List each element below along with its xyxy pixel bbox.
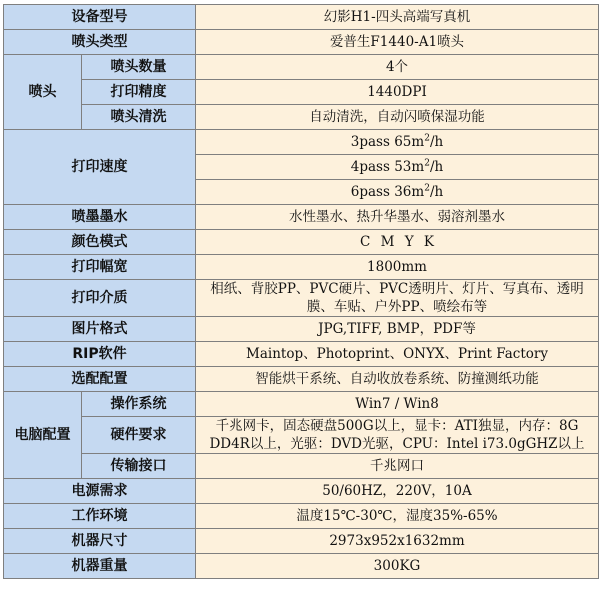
- weight-label: 机器重量: [4, 554, 196, 579]
- image-format-value: JPG,TIFF, BMP，PDF等: [196, 317, 599, 342]
- computer-group-label: 电脑配置: [4, 392, 82, 479]
- speed-unit-suffix: /h: [429, 184, 444, 200]
- table-row: [4, 554, 599, 579]
- head-type-label: 喷头类型: [4, 30, 196, 55]
- speed-unit: m: [411, 184, 425, 200]
- table-row: [4, 342, 599, 367]
- power-value: 50/60HZ，220V，10A: [196, 479, 599, 504]
- ink-value: 水性墨水、热升华墨水、弱溶剂墨水: [196, 205, 599, 230]
- power-label: 电源需求: [4, 479, 196, 504]
- table-row: [4, 454, 599, 479]
- os-label: 操作系统: [82, 392, 196, 417]
- speed-pass: 3pass: [350, 134, 390, 150]
- color-mode-label: 颜色模式: [4, 230, 196, 255]
- speed-unit-suffix: /h: [429, 134, 444, 150]
- size-value: 2973x952x1632mm: [196, 529, 599, 554]
- os-value: Win7 / Win8: [196, 392, 599, 417]
- table-row: [4, 392, 599, 417]
- size-label: 机器尺寸: [4, 529, 196, 554]
- rip-label: RIP软件: [4, 342, 196, 367]
- nozzle-count-label: 喷头数量: [82, 55, 196, 80]
- table-row: [4, 105, 599, 130]
- table-row: [4, 504, 599, 529]
- speed-pass: 6pass: [350, 184, 390, 200]
- speed-pass: 4pass: [350, 159, 390, 175]
- print-width-value: 1800mm: [196, 255, 599, 280]
- ink-label: 喷墨墨水: [4, 205, 196, 230]
- media-value: 相纸、背胶PP、PVC硬片、PVC透明片、灯片、写真布、透明膜、车贴、户外PP、喷绘布等: [196, 280, 599, 317]
- precision-label: 打印精度: [82, 80, 196, 105]
- speed-value: 65: [394, 134, 412, 150]
- image-format-label: 图片格式: [4, 317, 196, 342]
- table-row: [4, 80, 599, 105]
- hardware-label: 硬件要求: [82, 417, 196, 454]
- speed-value: 53: [394, 159, 412, 175]
- cleaning-label: 喷头清洗: [82, 105, 196, 130]
- precision-value: 1440DPI: [196, 80, 599, 105]
- table-row: [4, 55, 599, 80]
- spec-sheet: [3, 4, 598, 579]
- table-row: [4, 255, 599, 280]
- options-value: 智能烘干系统、自动收放卷系统、防撞测纸功能: [196, 367, 599, 392]
- head-type-value: 爱普生F1440-A1喷头: [196, 30, 599, 55]
- table-row: [4, 479, 599, 504]
- speed-unit-exponent: 2: [424, 133, 430, 144]
- table-row: [4, 317, 599, 342]
- table-row: [4, 5, 599, 30]
- speed-unit-exponent: 2: [424, 158, 430, 169]
- speed-unit-suffix: /h: [429, 159, 444, 175]
- speed-label: 打印速度: [4, 130, 196, 205]
- table-row: [4, 30, 599, 55]
- table-row: [4, 417, 599, 454]
- speed-value: 36: [394, 184, 412, 200]
- spec-table: [3, 4, 599, 579]
- interface-label: 传输接口: [82, 454, 196, 479]
- rip-value: Maintop、Photoprint、ONYX、Print Factory: [196, 342, 599, 367]
- print-width-label: 打印幅宽: [4, 255, 196, 280]
- environment-value: 温度15℃-30℃，湿度35%-65%: [196, 504, 599, 529]
- cleaning-value: 自动清洗，自动闪喷保湿功能: [196, 105, 599, 130]
- speed-unit: m: [411, 159, 425, 175]
- hardware-value: 千兆网卡，固态硬盘500G以上，显卡：ATI独显，内存：8G DD4R以上，光驱：DVD光驱，CPU：Intel i73.0gGHZ以上: [196, 417, 599, 454]
- speed-row-3pass: [196, 130, 599, 155]
- table-row: [4, 205, 599, 230]
- table-row: [4, 367, 599, 392]
- nozzle-count-value: 4个: [196, 55, 599, 80]
- model-label: 设备型号: [4, 5, 196, 30]
- media-label: 打印介质: [4, 280, 196, 317]
- speed-row-4pass: [196, 155, 599, 180]
- interface-value: 千兆网口: [196, 454, 599, 479]
- environment-label: 工作环境: [4, 504, 196, 529]
- weight-value: 300KG: [196, 554, 599, 579]
- color-mode-value: C M Y K: [196, 230, 599, 255]
- speed-unit: m: [411, 134, 425, 150]
- speed-row-6pass: [196, 180, 599, 205]
- options-label: 选配配置: [4, 367, 196, 392]
- model-value: 幻影H1-四头高端写真机: [196, 5, 599, 30]
- table-row: [4, 529, 599, 554]
- speed-unit-exponent: 2: [424, 183, 430, 194]
- table-row: [4, 130, 599, 155]
- table-row: [4, 230, 599, 255]
- table-row: [4, 280, 599, 317]
- nozzle-group-label: 喷头: [4, 55, 82, 130]
